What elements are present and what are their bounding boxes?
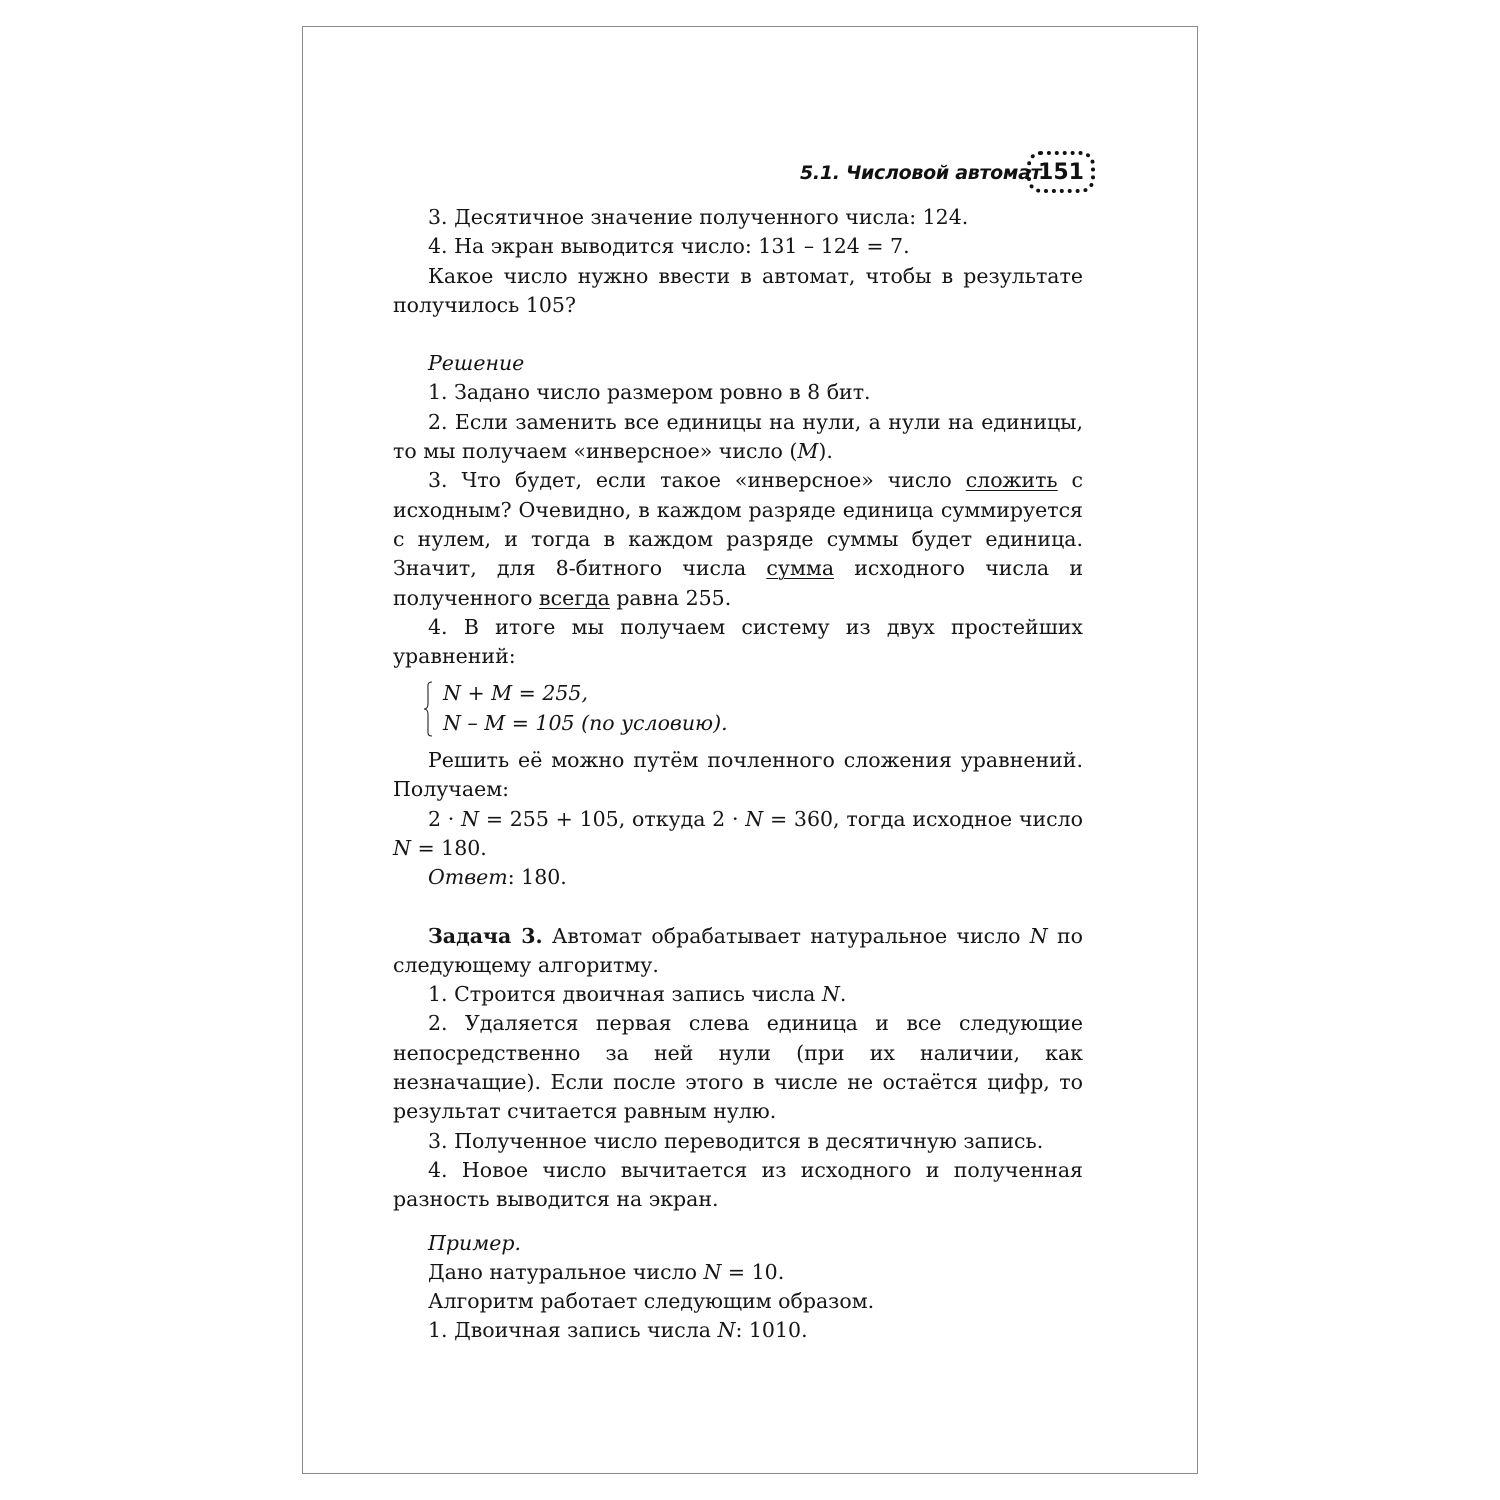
- paragraph-step-4: 4. На экран выводится число: 131 – 124 = 7.: [428, 234, 910, 259]
- algorithm-step-3: 3. Полученное число переводится в десятичную запись.: [428, 1128, 1044, 1153]
- answer-label: Ответ: [428, 865, 508, 890]
- underlined-word: сумма: [766, 556, 835, 581]
- page-body: [393, 203, 1083, 1346]
- paragraph-solve: Решить её можно путём почленного сложения уравнений. Получаем:: [393, 748, 1083, 802]
- paragraph-question: Какое число нужно ввести в автомат, чтобы в результате получилось 105?: [393, 263, 1083, 317]
- equation-system: [423, 679, 1083, 738]
- book-page: [302, 26, 1198, 1474]
- answer-value: : 180.: [507, 865, 567, 890]
- task-3-label: Задача 3.: [428, 923, 543, 948]
- example-line-1: Дано натуральное число N = 10.: [428, 1259, 785, 1284]
- equation-1: N + M = 255,: [443, 681, 588, 706]
- example-line-3: 1. Двоичная запись числа N: 1010.: [428, 1318, 808, 1343]
- page-number: 151: [1027, 151, 1095, 193]
- algorithm-step-2: 2. Удаляется первая слева единица и все следующие непосредственно за ней нули (при их наличии, как незначащие). Если после этого в числе не остаётся цифр, то результат считается равным нулю.: [393, 1011, 1083, 1124]
- equation-2: N – M = 105 (по условию).: [443, 710, 728, 735]
- solution-step-1: 1. Задано число размером ровно в 8 бит.: [428, 380, 871, 405]
- example-heading: Пример.: [428, 1230, 521, 1255]
- paragraph-step-3: 3. Десятичное значение полученного числа: 124.: [428, 205, 969, 229]
- header-title: 5.1. Числовой автомат: [800, 162, 1042, 184]
- brace-icon: [423, 681, 433, 737]
- task-3-intro: Задача 3. Автомат обрабатывает натуральное число N по следующему алгоритму.: [393, 923, 1084, 977]
- paragraph-answer: [393, 863, 1083, 892]
- algorithm-step-4: 4. Новое число вычитается из исходного и полученная разность выводится на экран.: [393, 1157, 1083, 1212]
- solution-step-2: 2. Если заменить все единицы на нули, а нули на единицы, то мы получаем «инверсное» число (M).: [393, 409, 1083, 464]
- solution-heading: Решение: [428, 351, 525, 376]
- paragraph-calculation: 2 · N = 255 + 105, откуда 2 · N = 360, тогда исходное число N = 180.: [393, 806, 1084, 860]
- solution-step-3: 3. Что будет, если такое «инверсное» число сложить с исходным? Очевидно, в каждом разряде единица суммируется с нулем, и тогда в каждом разряде суммы будет единица. Значит, для 8-битного числа сумма исходного числа и полученного всегда равна 255.: [393, 468, 1083, 610]
- underlined-word: всегда: [539, 585, 610, 610]
- var-m: M: [797, 439, 819, 464]
- example-line-2: Алгоритм работает следующим образом.: [428, 1289, 875, 1314]
- algorithm-step-1: 1. Строится двоичная запись числа N.: [428, 982, 847, 1007]
- solution-step-4: 4. В итоге мы получаем систему из двух простейших уравнений:: [393, 614, 1083, 669]
- underlined-word: сложить: [965, 468, 1058, 493]
